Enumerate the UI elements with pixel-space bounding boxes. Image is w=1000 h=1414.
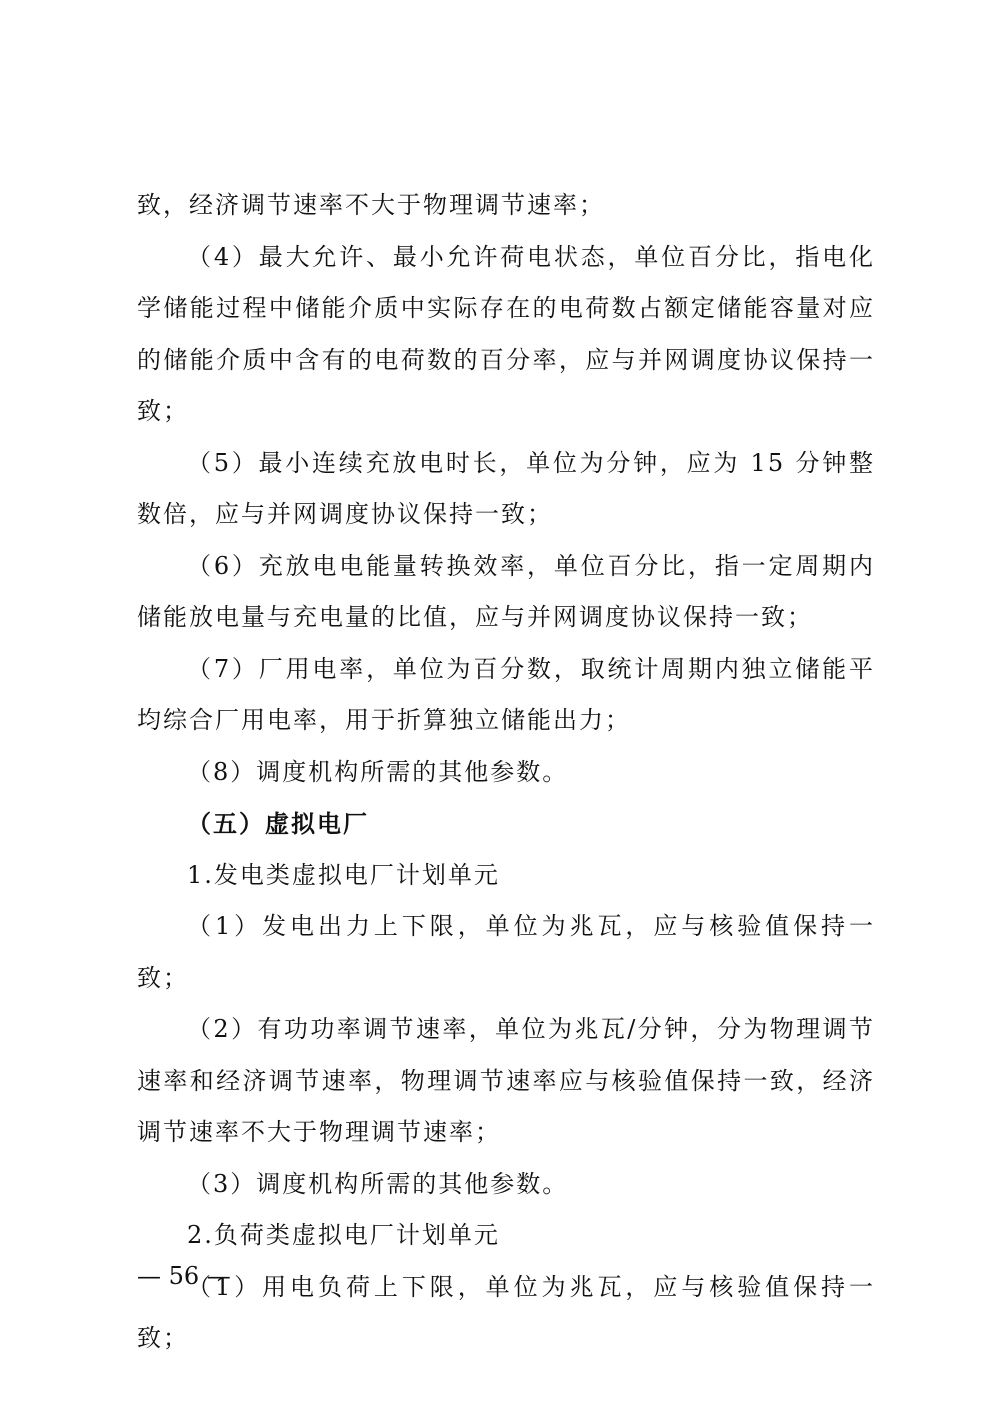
paragraph-sub1-item-2: （2）有功功率调节速率，单位为兆瓦/分钟，分为物理调节速率和经济调节速率，物理调节速率应与核验值保持一致，经济调节速率不大于物理调节速率；	[137, 1015, 875, 1146]
body-text	[137, 180, 875, 1365]
paragraph-sub2-item-1: （1）用电负荷上下限，单位为兆瓦，应与核验值保持一致；	[137, 1272, 875, 1352]
subsection-heading-1: 1.发电类虚拟电厂计划单元	[187, 860, 500, 889]
paragraph-item-4: （4）最大允许、最小允许荷电状态，单位百分比，指电化学储能过程中储能介质中实际存在的电荷数占额定储能容量对应的储能介质中含有的电荷数的百分率，应与并网调度协议保持一致；	[137, 242, 875, 425]
paragraph-sub1-item-1: （1）发电出力上下限，单位为兆瓦，应与核验值保持一致；	[137, 912, 875, 992]
paragraph-sub1-item-3: （3）调度机构所需的其他参数。	[187, 1169, 569, 1198]
paragraph-continuation: 致，经济调节速率不大于物理调节速率；	[137, 191, 605, 219]
paragraph-item-7: （7）厂用电率，单位为百分数，取统计周期内独立储能平均综合厂用电率，用于折算独立储能出力；	[137, 654, 875, 734]
paragraph-item-5: （5）最小连续充放电时长，单位为分钟，应为 15 分钟整数倍，应与并网调度协议保持一致；	[137, 448, 875, 528]
paragraph-item-8: （8）调度机构所需的其他参数。	[187, 757, 569, 786]
page-number: — 56 —	[137, 1262, 231, 1290]
section-heading: （五）虚拟电厂	[187, 809, 369, 838]
subsection-heading-2: 2.负荷类虚拟电厂计划单元	[187, 1221, 500, 1249]
paragraph-item-6: （6）充放电电能量转换效率，单位百分比，指一定周期内储能放电量与充电量的比值，应与并网调度协议保持一致；	[137, 551, 875, 631]
